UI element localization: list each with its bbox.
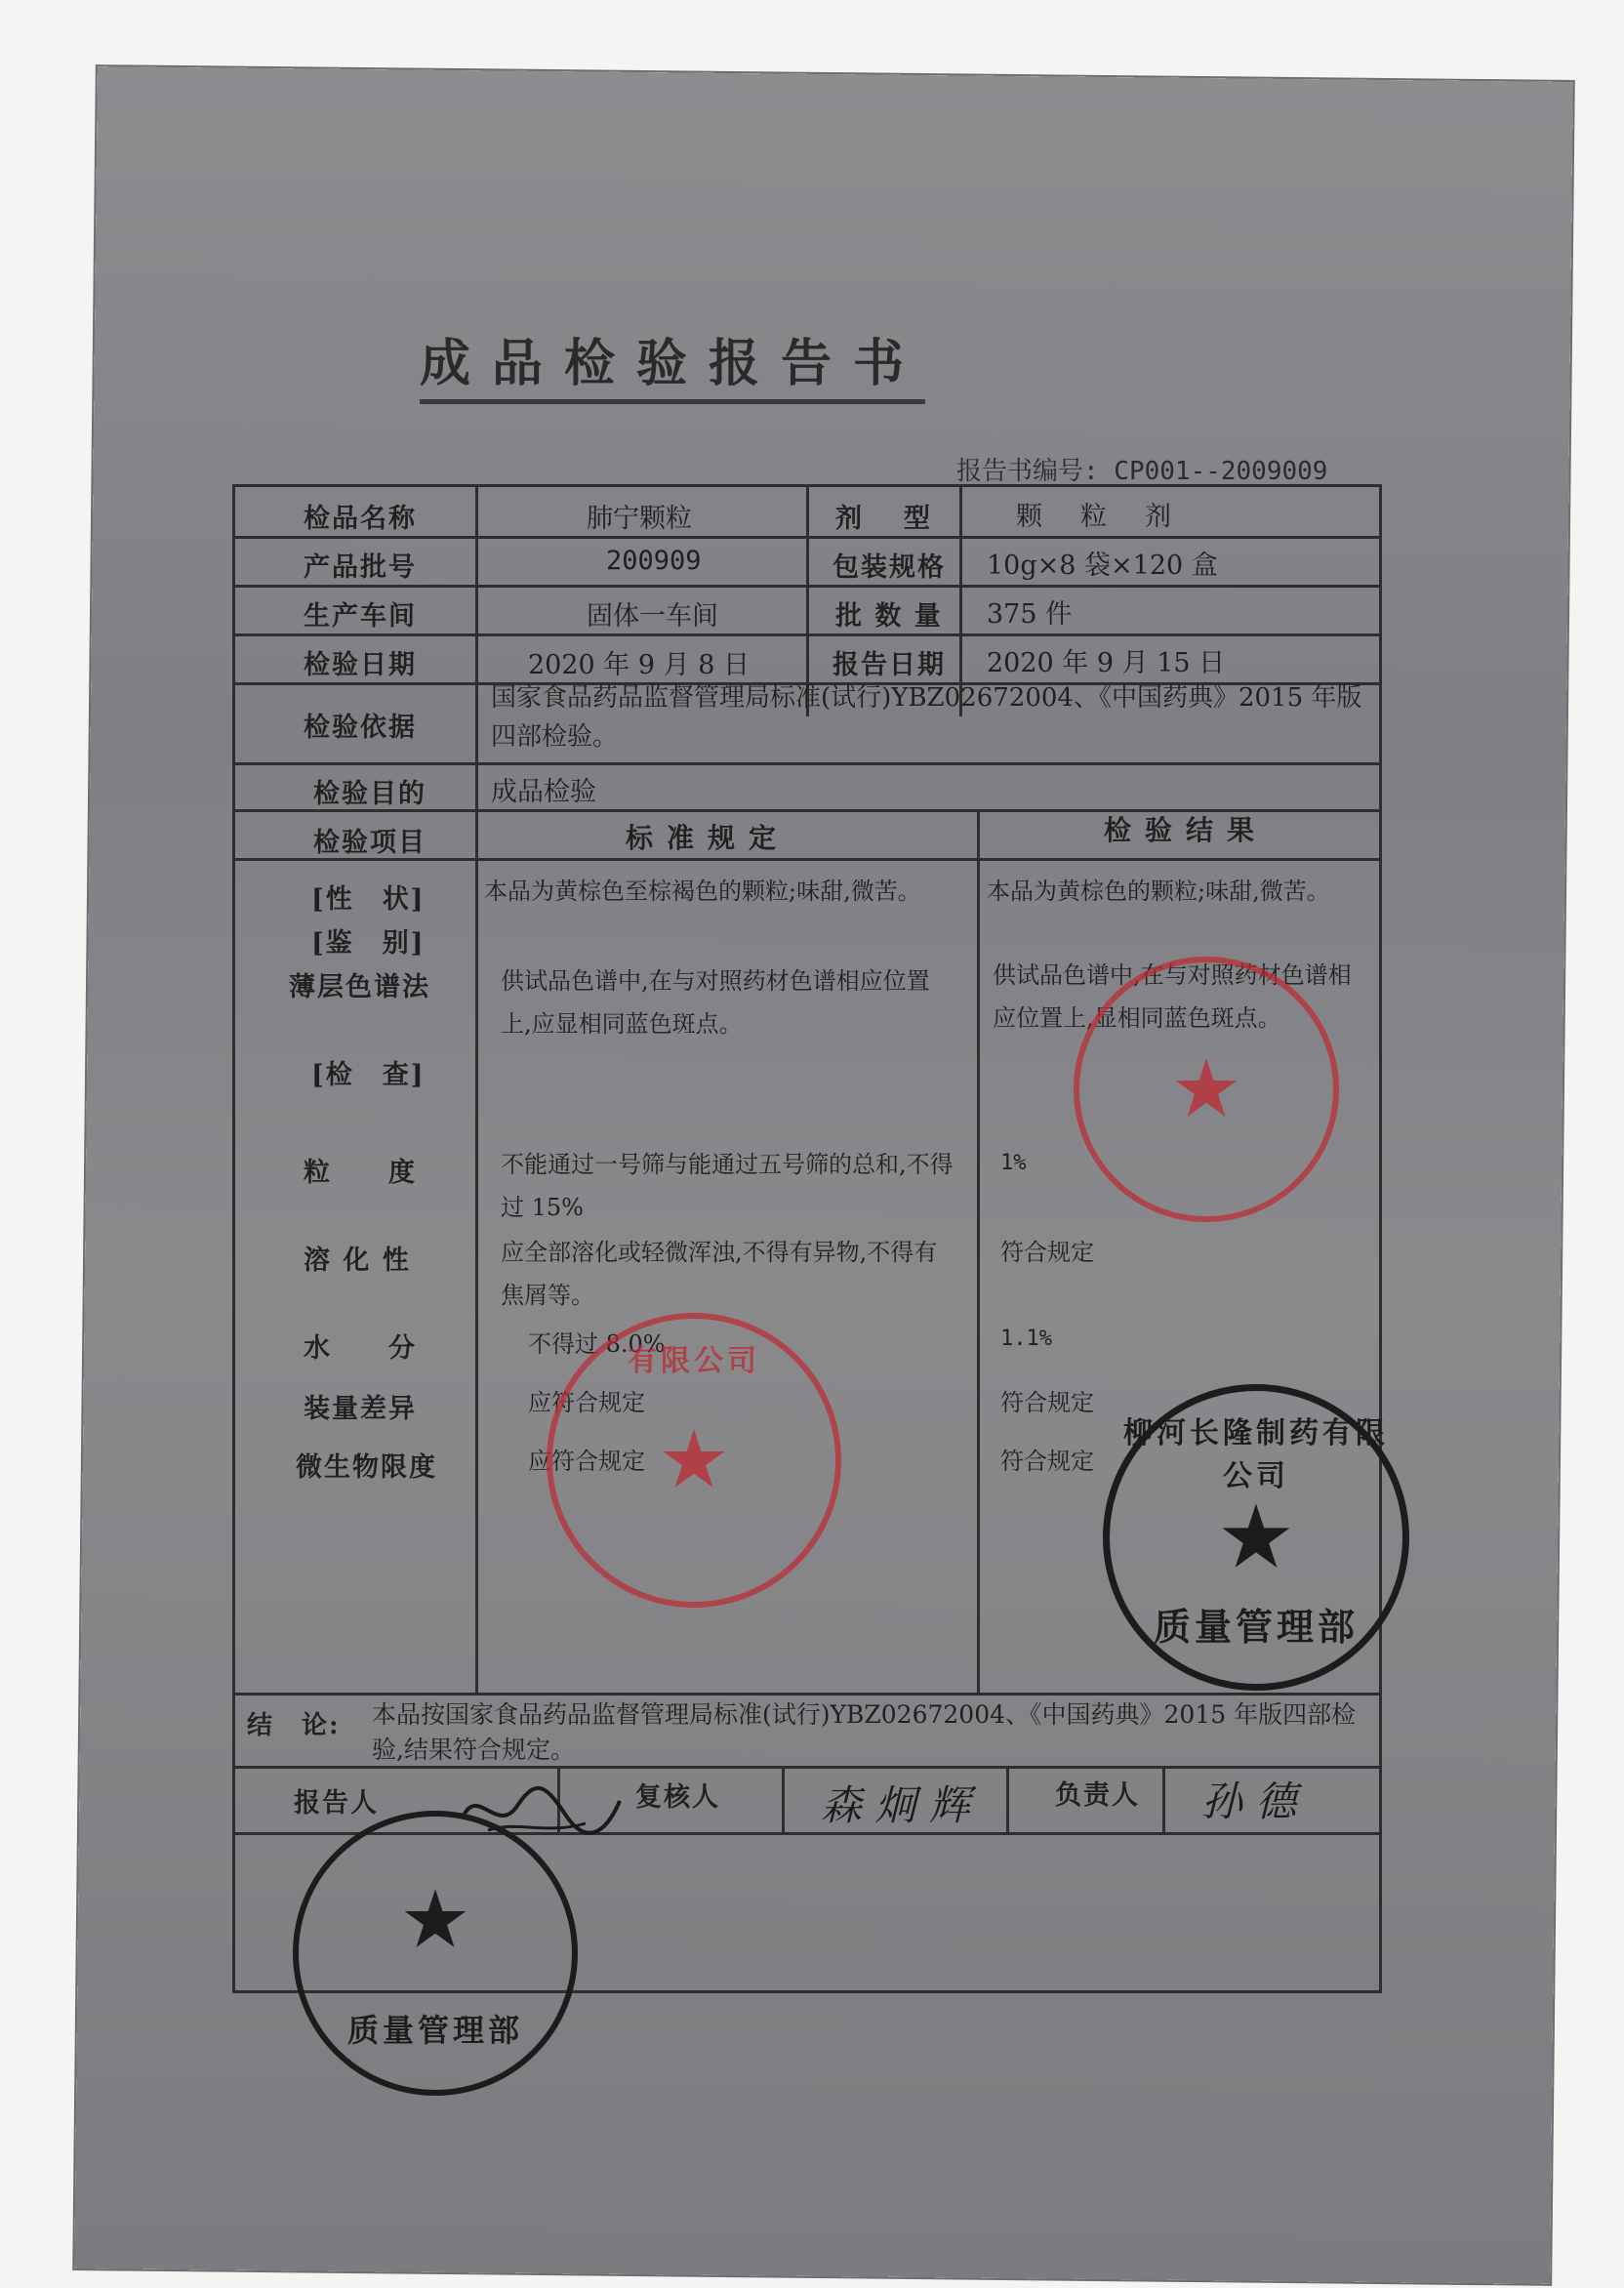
qty-label: 批 数 量: [835, 601, 943, 632]
test-date-label: 检验日期: [304, 650, 417, 680]
report-table: [232, 484, 1382, 1993]
tlc-result: 供试品色谱中,在与对照药材色谱相应位置上,显相同蓝色斑点。: [993, 961, 1352, 1032]
conclusion-label: 结 论:: [247, 1711, 341, 1740]
check-label: [检 查]: [311, 1060, 426, 1090]
report-date-value: 2020 年 9 月 15 日: [987, 648, 1226, 678]
solubility-standard: 应全部溶化或轻微浑浊,不得有异物,不得有焦屑等。: [501, 1239, 938, 1309]
company-seal-ring-text: 柳河长隆制药有限公司: [1123, 1416, 1389, 1493]
solubility-result: 符合规定: [1000, 1239, 1094, 1266]
particle-result: 1%: [1000, 1151, 1027, 1175]
red-seal-center: [547, 1313, 841, 1608]
red-seal-text: 有限公司: [628, 1344, 760, 1378]
reviewer-label: 复核人: [635, 1782, 720, 1813]
water-standard: 不得过 8.0%: [528, 1330, 666, 1358]
reviewer-signature: 森 炯 辉: [821, 1781, 970, 1829]
water-result: 1.1%: [1000, 1327, 1052, 1351]
report-date-label: 报告日期: [832, 650, 946, 680]
conclusion-text: 本品按国家食品药品监督管理局标准(试行)YBZ02672004、《中国药典》2015 年版四部检验,结果符合规定。: [372, 1700, 1357, 1764]
batch-value: 200909: [606, 546, 702, 576]
reporter-label: 报告人: [294, 1788, 379, 1818]
star-icon: ★: [399, 1873, 471, 1967]
water-label: 水 分: [304, 1333, 417, 1364]
spec-value: 10g×8 袋×120 盒: [987, 551, 1218, 581]
item-header: 检验项目: [313, 828, 426, 858]
weight-result: 符合规定: [1000, 1389, 1094, 1416]
appearance-standard: 本品为黄棕色至棕褐色的颗粒;味甜,微苦。: [484, 878, 921, 905]
company-seal-dept: 质量管理部: [1153, 1605, 1359, 1649]
qa-seal: [293, 1811, 578, 2096]
report-title: 成品检验报告书: [420, 322, 925, 404]
star-icon: ★: [1216, 1486, 1296, 1589]
test-date-value: 2020 年 9 月 8 日: [528, 650, 750, 680]
star-icon: ★: [1170, 1042, 1242, 1136]
form-label: 剂 型: [835, 504, 938, 534]
particle-label: 粒 度: [304, 1158, 417, 1188]
purpose-value: 成品检验: [491, 777, 596, 807]
result-header: 检验结果: [1104, 814, 1269, 846]
report-number: 报告书编号: CP001--2009009: [956, 457, 1328, 486]
name-value: 肺宁颗粒: [587, 504, 692, 534]
appearance-result: 本品为黄棕色的颗粒;味甜,微苦。: [987, 878, 1330, 905]
star-icon: ★: [658, 1413, 730, 1507]
name-label: 检品名称: [304, 504, 417, 534]
red-seal-right: [1074, 957, 1339, 1222]
tlc-standard: 供试品色谱中,在与对照药材色谱相应位置上,应显相同蓝色斑点。: [501, 967, 930, 1038]
spec-label: 包装规格: [832, 552, 946, 583]
workshop-value: 固体一车间: [587, 601, 718, 632]
standard-header: 标准规定: [626, 822, 791, 854]
responsible-label: 负责人: [1055, 1780, 1140, 1811]
qa-seal-dept: 质量管理部: [346, 2012, 523, 2049]
basis-value: 国家食品药品监督管理局标准(试行)YBZ02672004、《中国药典》2015 年版四部检验。: [491, 683, 1362, 752]
purpose-label: 检验目的: [313, 779, 426, 809]
form-value: 颗 粒 剂: [1016, 502, 1177, 532]
weight-standard: 应符合规定: [528, 1389, 645, 1416]
micro-standard: 应符合规定: [528, 1448, 645, 1475]
qty-value: 375 件: [987, 599, 1073, 630]
workshop-label: 生产车间: [304, 601, 417, 632]
micro-label: 微生物限度: [296, 1452, 437, 1483]
solubility-label: 溶 化 性: [304, 1246, 411, 1276]
ident-label: [鉴 别]: [311, 928, 426, 959]
particle-standard: 不能通过一号筛与能通过五号筛的总和,不得过 15%: [501, 1151, 954, 1221]
weight-label: 装量差异: [304, 1394, 417, 1424]
micro-result: 符合规定: [1000, 1448, 1094, 1475]
tlc-label: 薄层色谱法: [289, 972, 430, 1002]
appearance-label: [性 状]: [311, 884, 426, 915]
responsible-signature: 孙 德: [1201, 1777, 1297, 1825]
batch-label: 产品批号: [304, 552, 417, 583]
basis-label: 检验依据: [304, 713, 417, 743]
company-seal: [1103, 1384, 1409, 1691]
